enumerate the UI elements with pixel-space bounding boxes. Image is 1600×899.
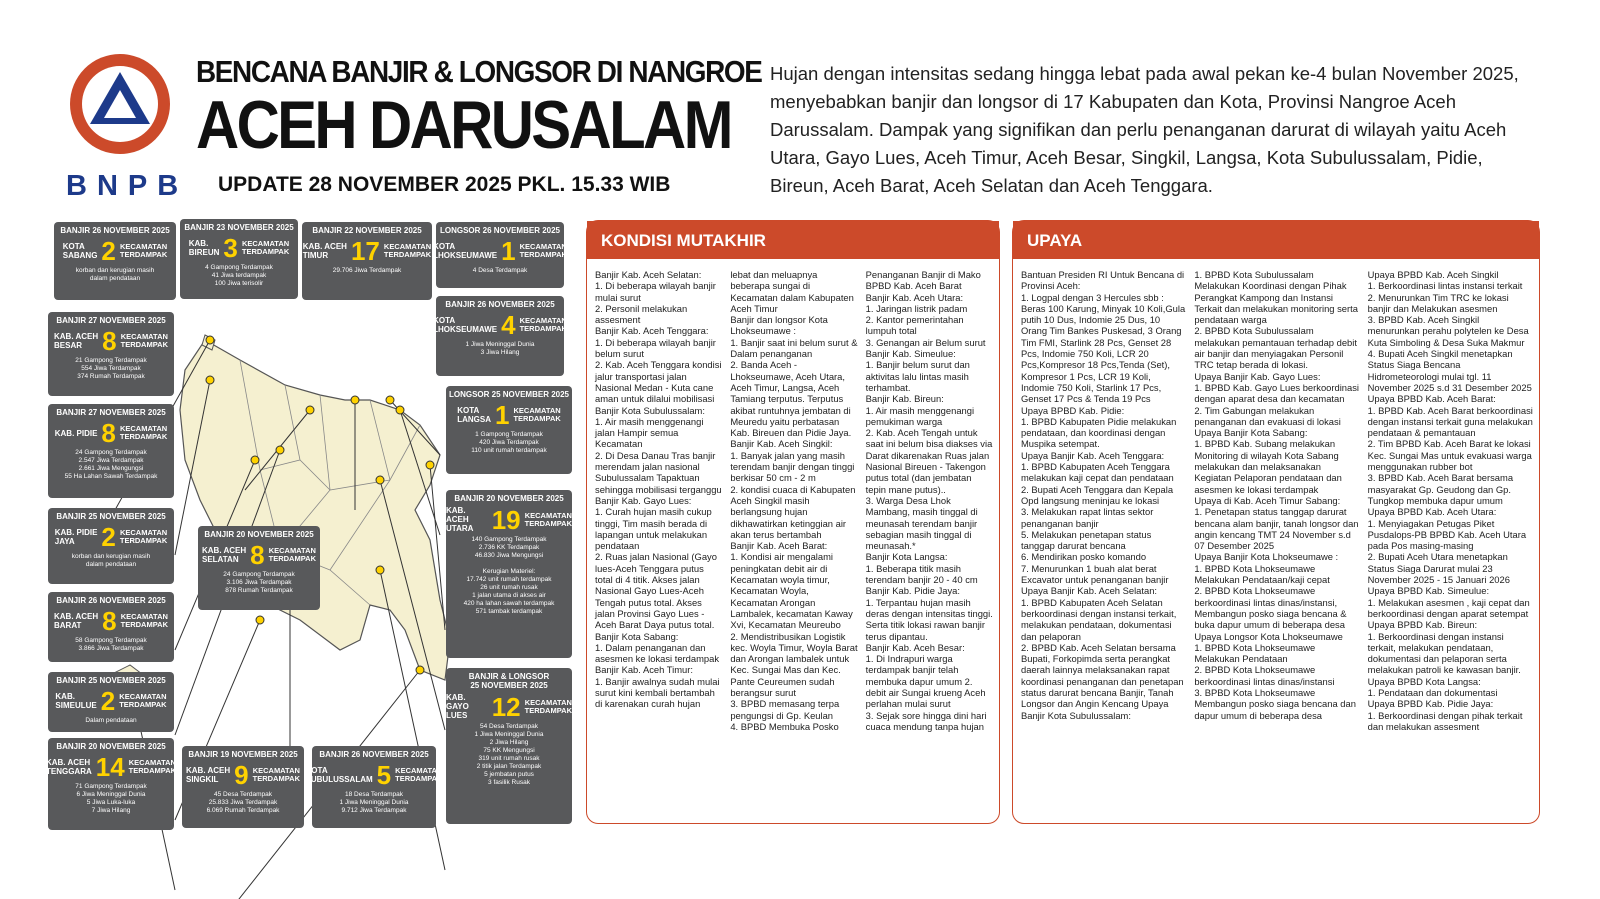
region-details: 140 Gampong Terdampak 2.736 KK Terdampak 46.830 Jiwa Mengungsi Kerugian Materiel: 17.742 unit rumah terdampak 26 unit rumah rusak 1 jalan utama di akses air 420 ha lahan sawah terdampak 571 tambak terdampak xyxy=(463,536,555,615)
region-details: 1 Jiwa Meninggal Dunia 3 Jiwa Hilang xyxy=(465,341,535,356)
region-location: KAB. ACEH SELATAN xyxy=(202,546,247,564)
region-box-langsa xyxy=(446,386,572,474)
region-unit: KECAMATAN TERDAMPAK xyxy=(119,424,168,441)
aceh-province-shape xyxy=(180,340,450,680)
kondisi-column-3: Penanganan Banjir di Mako BPBD Kab. Aceh Barat Banjir Kab. Aceh Utara: 1. Jaringan listrik padam 2. Kantor pemerintahan lumpuh total 3. Genangan air Belum surut Banjir Kab. Simeulue: 1. Banjir belum surut dan aktivitas lalu lintas masih terhambat. Banjir Kab. Bireun: 1. Air masih menggenangi pemukiman warga 2. Kab. Aceh Tengah untuk saat ini belum bisa diakses via Darat dikarenakan Ruas jalan Nasional Bireuen - Takengon putus total (dan jembatan tepin mane putus).. 3. Warga Desa Lhok Mambang, masih tinggal di meunasah terendam banjir sebagian masih tinggal di meunasah.* Banjir Kota Langsa: 1. Beberapa titik masih terendam banjir 20 - 40 cm Banjir Kab. Pidie Jaya: 1. Terpantau hujan masih deras dengan intensitas tinggi. Serta titik lokasi rawan banjir terus dipantau. Banjir Kab. Aceh Besar: 1. Di Indrapuri warga terdampak banjir telah membuka dapur umum 2. debit air Sungai krueng Aceh perlahan mulai surut 3. Sejak sore hingga dini hari cuaca mendung tanpa hujan xyxy=(865,269,993,732)
kondisi-column-1: Banjir Kab. Aceh Selatan: 1. Di beberapa wilayah banjir mulai surut 2. Personil melakukan assesment Banjir Kab. Aceh Tenggara: 1. Di beberapa wilayah banjir belum surut 2. Kab. Aceh Tenggara kondisi jalur transportasi jalan Nasional Medan - Kuta cane aman untuk dilalui mobilisasi Banjir Kota Subulussalam: 1. Air masih menggenangi jalan Hampir semua Kecamatan 2. Di Desa Danau Tras banjir merendam jalan nasional Subulussalam Tapaktuan sehingga mobilisasi terganggu Banjir Kab. Gayo Lues: 1. Curah hujan masih cukup tinggi, Tim masih berada di lapangan untuk melakukan pendataan 2. Ruas jalan Nasional (Gayo lues-Aceh Tenggara putus total di 4 titik. Akses jalan Nasional Gayo Lues-Aceh Tengah putus total. Akses jalan Provinsi Gayo Lues - Aceh Barat Daya putus total. Banjir Kota Sabang: 1. Dalam penanganan dan asesmen ke lokasi terdampak Banjir Kab. Aceh Timur: 1. Banjir awalnya sudah mulai surut kini kembali bertambah di karenakan curah hujan xyxy=(595,269,722,710)
region-details: 4 Gampong Terdampak 41 Jiwa terdampak 100 Jiwa terisolir xyxy=(205,264,273,287)
region-box-pidie-jaya xyxy=(48,508,174,584)
region-unit: KECAMATAN TERDAMPAK xyxy=(120,612,168,629)
region-box-subulussalam xyxy=(305,746,443,828)
region-title: BANJIR 23 NOVEMBER 2025 xyxy=(184,223,294,232)
region-details: 71 Gampong Terdampak 6 Jiwa Meninggal Dunia 5 Jiwa Luka-luka 7 Jiwa Hilang xyxy=(75,783,147,814)
region-location: KAB. BIREUN xyxy=(188,239,220,257)
region-box-pidie xyxy=(48,404,174,498)
region-location: KAB. ACEH TENGGARA xyxy=(45,758,92,776)
region-unit: KECAMATAN TERDAMPAK xyxy=(519,242,567,259)
region-unit: KECAMATAN TERDAMPAK xyxy=(119,242,168,259)
region-details: 24 Gampong Terdampak 2.547 Jiwa Terdampak 2.661 Jiwa Mengungsi 55 Ha Lahan Sawah Terdampak xyxy=(64,449,158,480)
region-location: KAB. ACEH TIMUR xyxy=(302,242,347,260)
bnpb-logo xyxy=(68,52,172,156)
region-box-aceh-timur xyxy=(302,222,432,300)
region-count: 8 xyxy=(101,418,116,448)
region-count: 4 xyxy=(501,310,516,340)
region-count: 2 xyxy=(101,522,116,552)
region-location: KOTA LHOKSEUMAWE xyxy=(433,242,498,260)
region-details: 45 Desa Terdampak 25.833 Jiwa Terdampak 6.069 Rumah Terdampak xyxy=(206,791,280,814)
region-count: 9 xyxy=(234,760,249,790)
region-count: 5 xyxy=(376,760,392,790)
region-details: 1 Gampong Terdampak 420 Jiwa Terdampak 110 unit rumah terdampak xyxy=(471,431,547,454)
title-line-1: BENCANA BANJIR & LONGSOR DI NANGROE xyxy=(196,54,762,89)
region-unit: KECAMATAN TERDAMPAK xyxy=(268,546,316,563)
intro-paragraph: Hujan dengan intensitas sedang hingga lebat pada awal pekan ke-4 bulan November 2025, menyebabkan banjir dan longsor di 17 Kabupaten dan Kota, Provinsi Nangroe Aceh Darussalam. Dampak yang signifikan dan perlu penanganan darurat di wilayah yaitu Aceh Utara, Gayo Lues, Aceh Timur, Aceh Besar, Singkil, Langsa, Kota Subulussalam, Pidie, Bireun, Aceh Barat, Aceh Selatan dan Aceh Tenggara. xyxy=(770,63,1519,196)
region-unit: KECAMATAN TERDAMPAK xyxy=(524,697,572,715)
region-details: korban dan kerugian masih dalam pendataan xyxy=(75,267,155,282)
region-box-aceh-tenggara xyxy=(45,738,177,830)
region-title: BANJIR 27 NOVEMBER 2025 xyxy=(56,408,166,417)
region-unit: KECAMATAN TERDAMPAK xyxy=(513,406,561,423)
region-title: BANJIR 20 NOVEMBER 2025 xyxy=(454,494,564,503)
region-details: 29.706 Jiwa Terdampak xyxy=(332,267,402,274)
upaya-column-2: 1. BPBD Kota Subulussalam Melakukan Koordinasi dengan Pihak Perangkat Kampong dan Instansi Terkait dan melakukan monitoring serta pendataan warga 2. BPBD Kota Subulussalam melakukan pemantauan terhadap debit air banjir dan menyiagakan Personil TRC tetap berada di lokasi. Upaya Banjir Kab. Gayo Lues: 1. BPBD Kab. Gayo Lues berkoordinasi dengan aparat desa dan kecamatan 2. Tim Gabungan melakukan penanganan dan evakuasi di lokasi Upaya Banjir Kota Sabang: 1. BPBD Kab. Subang melakukan Monitoring di wilayah Kota Sabang melakukan dan melaksanakan Kegiatan Pelaporan pendataan dan asesmen ke lokasi terdampak Upaya di Kab. Aceh Timur Sabang: 1. Penetapan status tanggap darurat bencana alam banjir, tanah longsor dan angin kencang TMT 24 November s.d 07 Desember 2025 Upaya Banjir Kota Lhokseumawe : 1. BPBD Kota Lhokseumawe Melakukan Pendataan/kaji cepat 2. BPBD Kota Lhokseumawe berkoordinasi lintas dinas/instansi, Membangun posko siaga bencana & buka dapur umum di beberapa desa Upaya Longsor Kota Lhokseumawe 1. BPBD Kota Lhokseumawe Melakukan Pendataan 2. BPBD Kota Lhokseumawe berkoordinasi lintas dinas/instansi 3. BPBD Kota Lhokseumawe Membangun posko siaga bencana dan dapur umum di beberapa desa xyxy=(1194,269,1360,721)
region-title: BANJIR 20 NOVEMBER 2025 xyxy=(56,742,166,751)
region-location: KOTA LANGSA xyxy=(457,406,491,424)
region-title: BANJIR 25 NOVEMBER 2025 xyxy=(56,512,166,521)
region-title: BANJIR 20 NOVEMBER 2025 xyxy=(204,530,314,539)
region-box-lhokseumawe-longsor xyxy=(433,222,567,288)
region-title: BANJIR 26 NOVEMBER 2025 xyxy=(56,596,166,605)
region-box-bireun xyxy=(180,219,298,299)
region-title: BANJIR 27 NOVEMBER 2025 xyxy=(56,316,166,325)
region-location: KAB. ACEH SINGKIL xyxy=(186,766,231,784)
region-count: 2 xyxy=(100,686,116,716)
title-line-2: ACEH DARUSALAM xyxy=(196,87,731,163)
region-details: 4 Desa Terdampak xyxy=(472,267,528,274)
region-unit: KECAMATAN TERDAMPAK xyxy=(383,242,432,259)
region-count: 17 xyxy=(350,236,380,266)
region-count: 3 xyxy=(223,233,238,263)
region-details: 18 Desa Terdampak 1 Jiwa Meninggal Dunia 9.712 Jiwa Terdampak xyxy=(339,791,409,814)
region-location: KAB. ACEH BESAR xyxy=(54,332,99,350)
region-details: Dalam pendataan xyxy=(85,717,137,724)
region-title: BANJIR 25 NOVEMBER 2025 xyxy=(56,676,166,685)
region-location: KOTA SABANG xyxy=(62,242,98,260)
region-count: 1 xyxy=(501,236,516,266)
upaya-panel xyxy=(1012,220,1540,824)
region-box-aceh-utara xyxy=(446,490,572,658)
upaya-title: UPAYA xyxy=(1013,221,1539,259)
region-location: KAB. PIDIE JAYA xyxy=(54,528,98,546)
region-title: BANJIR 26 NOVEMBER 2025 xyxy=(319,750,429,759)
region-title: LONGSOR 25 NOVEMBER 2025 xyxy=(448,390,570,399)
region-box-kota-sabang xyxy=(54,222,176,300)
region-unit: KECAMATAN TERDAMPAK xyxy=(395,766,443,783)
region-unit: KECAMATAN TERDAMPAK xyxy=(524,510,572,528)
region-box-aceh-singkil xyxy=(182,746,304,828)
region-title: BANJIR 22 NOVEMBER 2025 xyxy=(312,226,422,235)
region-details: korban dan kerugian masih dalam pendataan xyxy=(71,553,151,568)
upaya-column-3: Upaya BPBD Kab. Aceh Singkil 1. Berkoordinasi lintas instansi terkait 2. Menurunkan Tim TRC ke lokasi banjir dan Melakukan asesmen 3. BPBD Kab. Aceh Singkil menurunkan perahu polytelen ke Desa Kuta Simboling & Desa Suka Makmur 4. Bupati Aceh Singkil menetapkan Status Siaga Bencana Hidrometeorologi mulai tgl. 11 November 2025 s.d 31 Desember 2025 Upaya BPBD Kab. Aceh Barat: 1. BPBD Kab. Aceh Barat berkoordinasi dengan instansi terkait guna melakukan pendataan & pemantauan 2. Tim BPBD Kab. Aceh Barat ke lokasi Kec. Sungai Mas untuk evakuasi warga menggunakan rubber bot 3. BPBD Kab. Aceh Barat bersama masyarakat Gp. Geudong dan Gp. Tungkop membuka dapur umum Upaya BPBD Kab. Aceh Utara: 1. Menyiagakan Petugas Piket Pusdalops-PB BPBD Kab. Aceh Utara pada Pos masing-masing 2. Bupati Aceh Utara menetapkan Status Siaga Darurat mulai 23 November 2025 - 15 Januari 2026 Upaya BPBD Kab. Simeulue: 1. Melakukan asesmen , kaji cepat dan berkoordinasi dengan aparat setempat Upaya BPBD Kab. Bireun: 1. Berkoordinasi dengan instansi terkait, melakukan pendataan, dokumentasi dan pelaporan serta melakukan patroli ke kawasan banjir. Upaya BPBD Kota Langsa: 1. Pendataan dan dokumentasi Upaya BPBD Kab. Pidie Jaya: 1. Berkoordinasi dengan pihak terkait dan melakukan assesment xyxy=(1367,269,1533,732)
region-location: KOTA LHOKSEUMAWE xyxy=(433,316,498,334)
region-count: 12 xyxy=(491,691,521,722)
region-unit: KECAMATAN TERDAMPAK xyxy=(120,332,168,349)
region-count: 8 xyxy=(250,540,265,570)
region-details: 58 Gampong Terdampak 3.866 Jiwa Terdampak xyxy=(75,637,147,652)
region-box-aceh-besar xyxy=(48,312,174,396)
region-box-simeulue xyxy=(48,672,174,732)
kondisi-title: KONDISI MUTAKHIR xyxy=(587,221,999,259)
region-location: KOTA SUBULUSSALAM xyxy=(305,766,373,784)
region-box-aceh-selatan xyxy=(198,526,320,610)
region-box-gayo-lues xyxy=(446,668,572,824)
region-location: KAB. SIMEULUE xyxy=(55,692,97,710)
region-location: KAB. ACEH BARAT xyxy=(54,612,99,630)
region-count: 19 xyxy=(491,504,521,535)
kondisi-column-2: lebat dan meluapnya beberapa sungai di Kecamatan dalam Kabupaten Aceh Timur Banjir dan longsor Kota Lhokseumawe : 1. Banjir saat ini belum surut & Dalam penanganan 2. Banda Aceh - Lhokseumawe, Aceh Utara, Aceh Timur, Langsa, Aceh Tamiang terputus. Terputus akibat runtuhnya jembatan di Meuredu yaitu perbatasan Kab. Bireuen dan Pidie Jaya. Banjir Kab. Aceh Singkil: 1. Banyak jalan yang masih terendam banjir dengan tinggi berkisar 50 cm - 2 m 2. kondisi cuaca di Kabupaten Aceh Singkil masih berlangsung hujan dikhawatirkan ketinggian air akan terus bertambah Banjir Kab. Aceh Barat: 1. Kondisi air mengalami peningkatan debit air di Kecamatan woyla timur, Kecamatan Woyla, Kecamatan Arongan Lambalek, kecamatan Kaway Xvi, Kecamatan Meureubo 2. Mendistribusikan Logistik kec. Woyla Timur, Woyla Barat dan Arongan lambalek untuk Kec. Sungai Mas dan Kec. Pante Ceureumen sudah berangsur surut 3. BPBD memasang terpa pengungsi di Gp. Keulan 4. BPBD Membuka Posko xyxy=(730,269,858,732)
region-details: 24 Gampong Terdampak 3.106 Jiwa Terdampak 878 Rumah Terdampak xyxy=(223,571,295,594)
region-count: 2 xyxy=(101,236,116,266)
region-box-aceh-barat xyxy=(48,592,174,662)
update-time: UPDATE 28 NOVEMBER 2025 PKL. 15.33 WIB xyxy=(218,173,671,196)
region-count: 1 xyxy=(494,400,510,430)
region-unit: KECAMATAN TERDAMPAK xyxy=(241,239,290,256)
region-title: LONGSOR 26 NOVEMBER 2025 xyxy=(439,226,561,235)
region-title: BANJIR & LONGSOR 25 NOVEMBER 2025 xyxy=(468,672,550,690)
region-count: 8 xyxy=(102,326,117,356)
region-details: 21 Gampong Terdampak 554 Jiwa Terdampak 374 Rumah Terdampak xyxy=(75,357,147,380)
upaya-column-1: Bantuan Presiden RI Untuk Bencana di Provinsi Aceh: 1. Logpal dengan 3 Hercules sbb : Beras 100 Karung, Minyak 10 Koli,Gula putih 10 Dus, Indomie 25 Dus, 10 Orang Tim Bankes Puskesad, 3 Orang Tim FMI, Starlink 28 Pcs, Genset 28 Pcs, Indomie 750 Koli, LCR 20 Pcs,Kompresor 18 Pcs,Tenda (Set), Kompresor 1 Pcs, LCR 19 Koli, Indomie 750 Koli, Starlink 17 Pcs, Genset 17 Pcs & Tenda 19 Pcs Upaya BPBD Kab. Pidie: 1. BPBD Kabupaten Pidie melakukan pendataan, dan koordinasi dengan Muspika setempat. Upaya Banjir Kab. Aceh Tenggara: 1. BPBD Kabupaten Aceh Tenggara melakukan kaji cepat dan pendataan 2. Bupati Aceh Tenggara dan Kepala Opd langsung meninjau ke lokasi 3. Melakukan rapat lintas sektor penanganan banjir 5. Melakukan penetapan status tanggap darurat bencana 6. Mendirikan posko komando 7. Menurunkan 1 buah alat berat Excavator untuk penanganan banjir Upaya Banjir Kab. Aceh Selatan: 1. BPBD Kabupaten Aceh Selatan berkoordinasi dengan instansi terkait, melakukan pendataan, dokumentasi dan pelaporan 2. BPBD Kab. Aceh Selatan bersama Bupati, Forkopimda serta perangkat daerah lainnya melaksanakan rapat koordinasi penanganan dan penetapan status darurat bencana Banjir, Tanah Longsor dan Angin Kencang Upaya Banjir Kota Subulussalam: xyxy=(1021,269,1186,721)
region-unit: KECAMATAN TERDAMPAK xyxy=(128,758,177,775)
region-location: KAB. GAYO LUES xyxy=(446,693,469,720)
region-unit: KECAMATAN TERDAMPAK xyxy=(519,316,567,333)
region-unit: KECAMATAN TERDAMPAK xyxy=(119,692,167,709)
region-count: 8 xyxy=(102,606,117,636)
region-title: BANJIR 26 NOVEMBER 2025 xyxy=(445,300,555,309)
org-name: BNPB xyxy=(66,170,189,202)
region-location: KAB. PIDIE xyxy=(54,428,98,438)
region-unit: KECAMATAN TERDAMPAK xyxy=(252,766,300,783)
region-box-lhokseumawe-banjir xyxy=(433,296,567,376)
region-location: KAB. ACEH UTARA xyxy=(446,506,474,533)
region-details: 54 Desa Terdampak 1 Jiwa Meninggal Dunia 2 Jiwa Hilang 75 KK Mengungsi 319 unit rumah rusak 2 titik jalan Terdampak 5 jembatan putus 3 fasilik Rusak xyxy=(474,723,544,786)
region-title: BANJIR 26 NOVEMBER 2025 xyxy=(60,226,170,235)
region-title: BANJIR 19 NOVEMBER 2025 xyxy=(188,750,298,759)
region-count: 14 xyxy=(95,752,125,782)
region-unit: KECAMATAN TERDAMPAK xyxy=(119,528,168,545)
kondisi-mutakhir-panel xyxy=(586,220,1000,824)
